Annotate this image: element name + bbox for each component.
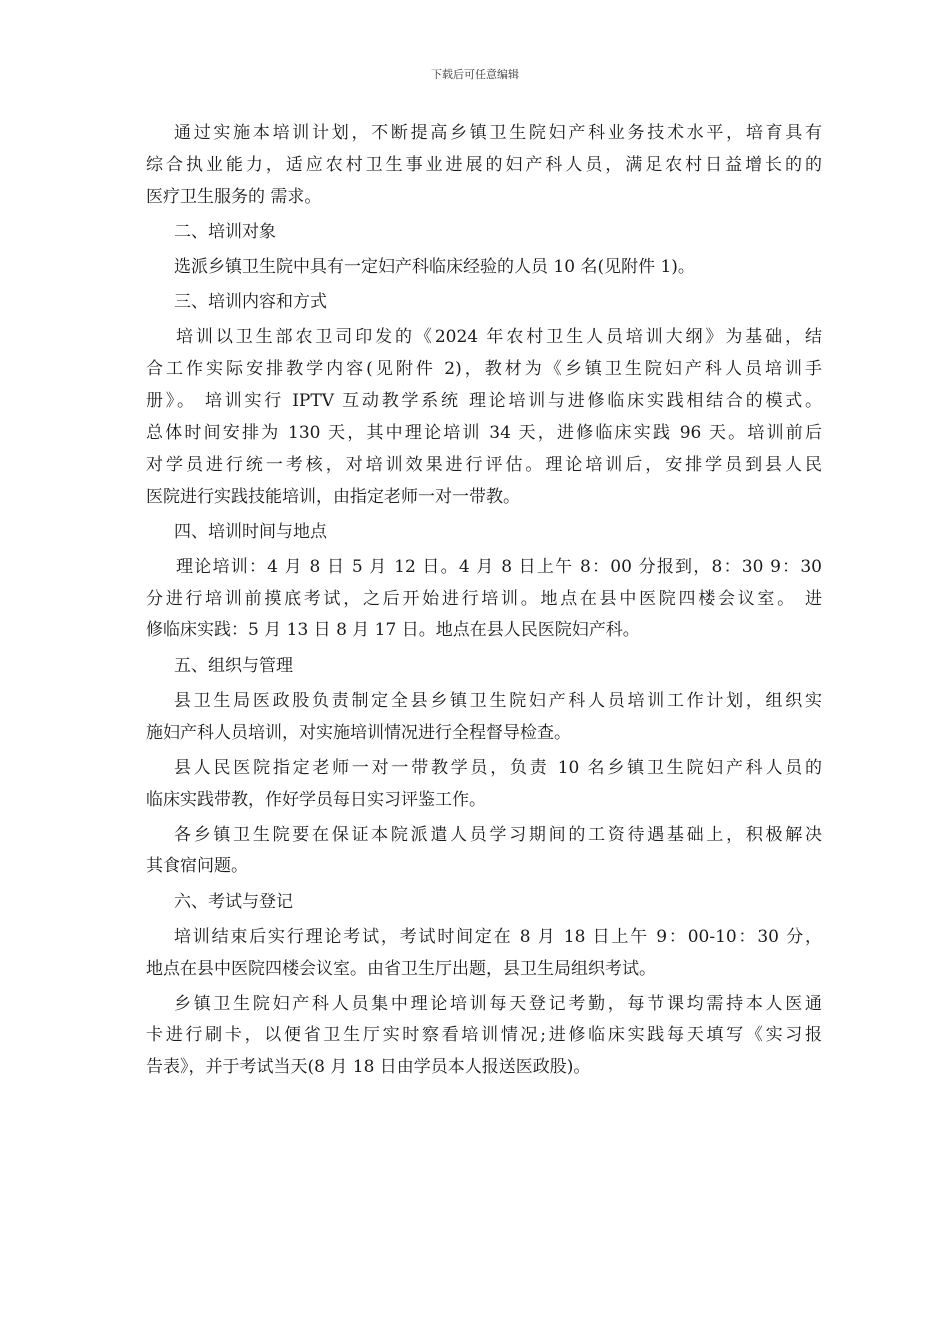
body-line: 卡进行刷卡，以便省卫生厅实时察看培训情况;进修临床实践每天填写《实习报 — [146, 1025, 822, 1046]
body-line: 总体时间安排为 130 天，其中理论培训 34 天，进修临床实践 96 天。培训前后 — [146, 422, 822, 443]
body-line: 合工作实际安排教学内容(见附件 2)，教材为《乡镇卫生院妇产科人员培训手 — [146, 358, 822, 379]
body-line: 选派乡镇卫生院中具有一定妇产科临床经验的人员 10 名(见附件 1)。 — [174, 256, 695, 277]
section-heading: 五、组织与管理 — [174, 655, 293, 676]
body-line: 各乡镇卫生院要在保证本院派遣人员学习期间的工资待遇基础上，积极解决 — [174, 824, 822, 845]
body-line: 通过实施本培训计划，不断提高乡镇卫生院妇产科业务技术水平，培育具有 — [174, 123, 822, 143]
body-line: 临床实践带教，作好学员每日实习评鉴工作。 — [146, 789, 486, 810]
body-line: 乡镇卫生院妇产科人员集中理论培训每天登记考勤，每节课均需持本人医通 — [174, 993, 822, 1014]
body-line: 县人民医院指定老师一对一带教学员，负责 10 名乡镇卫生院妇产科人员的 — [174, 757, 822, 778]
body-line: 告表》，并于考试当天(8 月 18 日由学员本人报送医政股)。 — [146, 1057, 591, 1078]
section-heading: 四、培训时间与地点 — [174, 521, 327, 542]
body-line: 对学员进行统一考核，对培训效果进行评估。理论培训后，安排学员到县人民 — [146, 454, 822, 475]
body-line: 施妇产科人员培训，对实施培训情况进行全程督导检查。 — [146, 722, 571, 743]
section-heading: 二、培训对象 — [174, 221, 276, 242]
page-header: 下载后可任意编辑 — [431, 68, 519, 81]
body-line: 地点在县中医院四楼会议室。由省卫生厅出题，县卫生局组织考试。 — [146, 958, 656, 979]
section-heading: 六、考试与登记 — [174, 891, 293, 912]
body-line: 县卫生局医政股负责制定全县乡镇卫生院妇产科人员培训工作计划，组织实 — [174, 690, 822, 711]
body-line: 医疗卫生服务的 需求。 — [146, 186, 322, 207]
body-line: 培训结束后实行理论考试，考试时间定在 8 月 18 日上午 9：00-10：30 分， — [174, 926, 822, 947]
body-line: 分进行培训前摸底考试，之后开始进行培训。地点在县中医院四楼会议室。 进 — [146, 588, 822, 609]
body-line: 医院进行实践技能培训，由指定老师一对一带教。 — [146, 486, 520, 507]
document-body — [146, 118, 822, 1084]
body-line: 理论培训：4 月 8 日 5 月 12 日。4 月 8 日上午 8：00 分报到，8：30 9：30 — [176, 556, 822, 577]
body-line: 册》。 培训实行 IPTV 互动教学系统 理论培训与进修临床实践相结合的模式。 — [146, 390, 822, 411]
body-line: 综合执业能力，适应农村卫生事业进展的妇产科人员，满足农村日益增长的的 — [146, 154, 822, 175]
body-line: 其食宿问题。 — [146, 856, 248, 877]
section-heading: 三、培训内容和方式 — [174, 292, 327, 313]
body-line: 培训以卫生部农卫司印发的《2024 年农村卫生人员培训大纲》为基础，结 — [176, 327, 822, 348]
body-line: 修临床实践：5 月 13 日 8 月 17 日。地点在县人民医院妇产科。 — [146, 620, 640, 641]
